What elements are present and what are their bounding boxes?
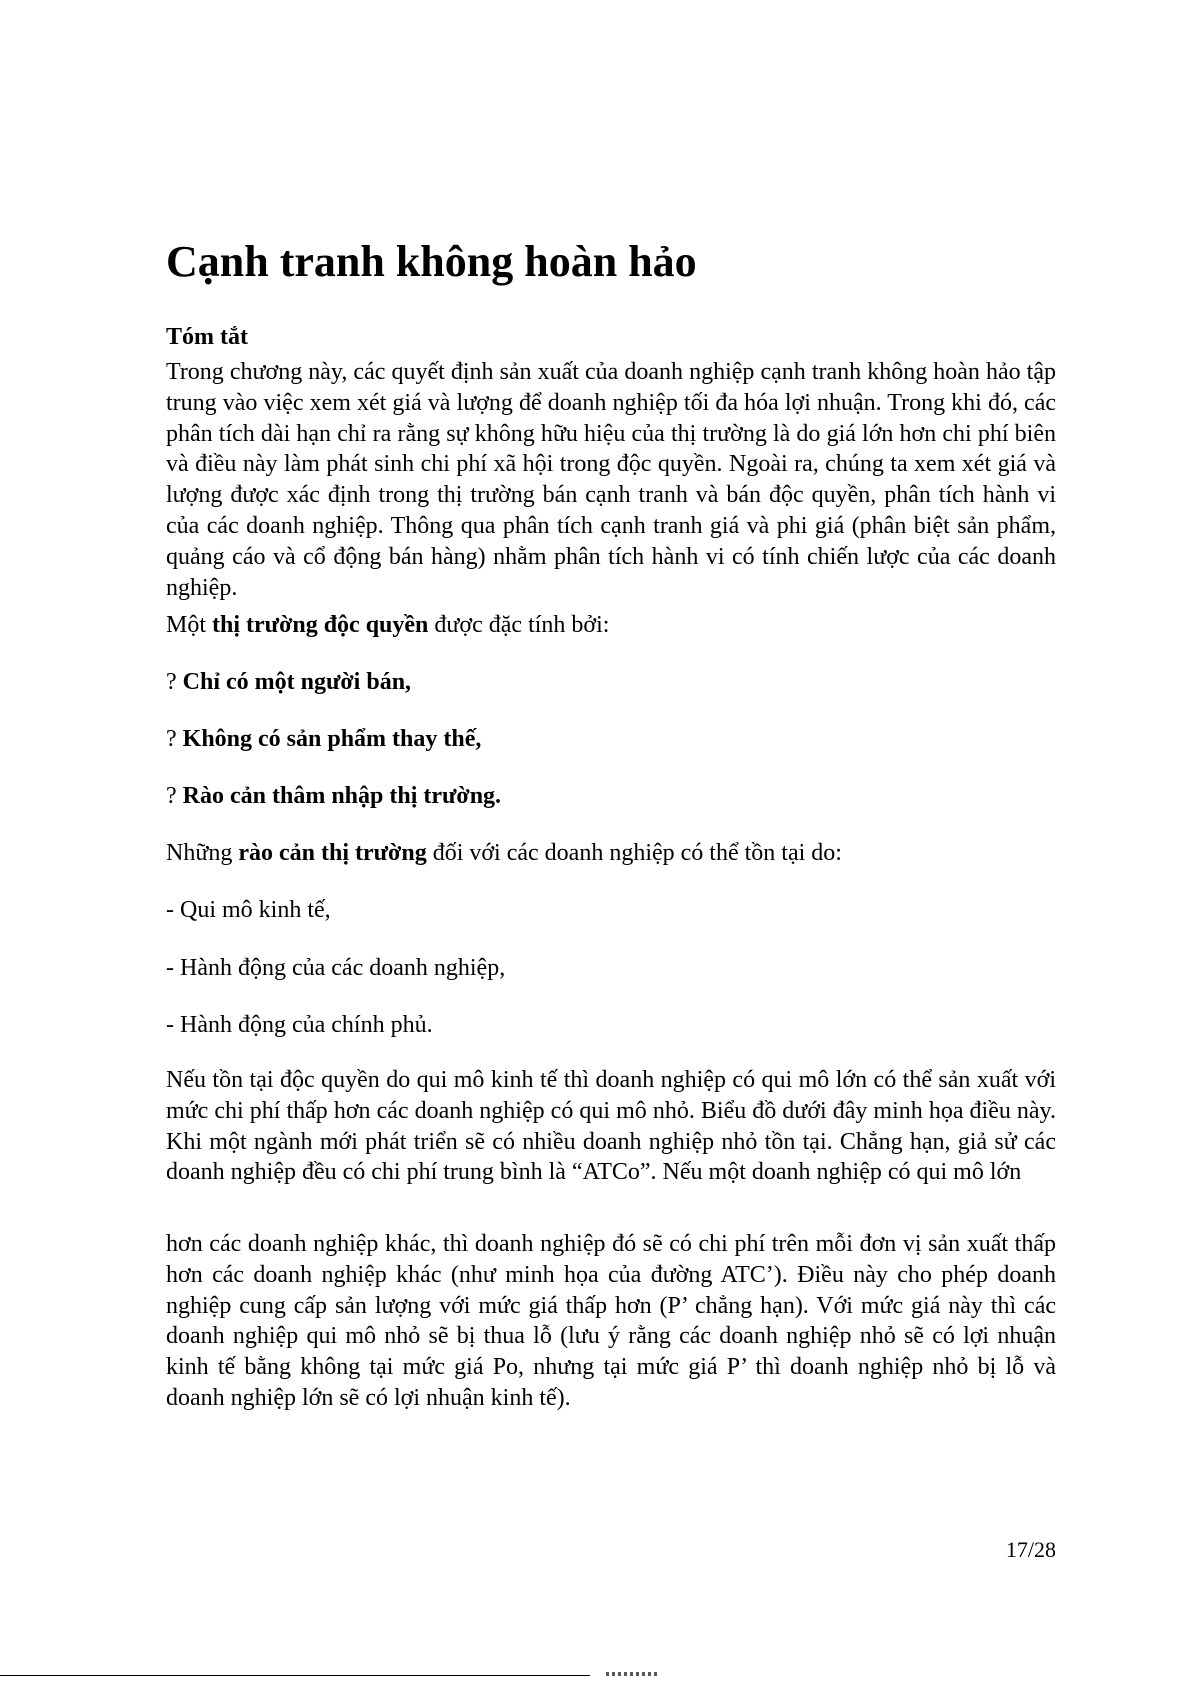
barriers-intro-prefix: Những [166,840,239,866]
list-item [166,781,501,811]
barriers-term: rào cản thị trường [238,840,427,866]
bullet-marker: ? [166,783,183,809]
barrier-item: - Qui mô kinh tế, [166,897,331,923]
page-number: 17/28 [1005,1537,1056,1562]
footer-scan-mark [606,1672,658,1676]
summary-heading: Tóm tắt [166,324,248,350]
monopoly-term: thị trường độc quyền [212,612,429,638]
footer-divider [0,1675,590,1676]
scale-paragraph: Nếu tồn tại độc quyền do qui mô kinh tế thì doanh nghiệp có qui mô lớn có thể sản xuất với mức chi phí thấp hơn các doanh nghiệp có qui mô nhỏ. Biểu đồ dưới đây minh họa điều này. Khi một ngành mới phát triển sẽ có nhiều doanh nghiệp nhỏ tồn tại. Chẳng hạn, giả sử các doanh nghiệp đều có chi phí trung bình là “ATCo”. Nếu một doanh nghiệp có qui mô lớn [166,1067,1056,1186]
bullet-marker: ? [166,726,183,752]
barriers-intro-suffix: đối với các doanh nghiệp có thể tồn tại do: [426,840,842,866]
barrier-item: - Hành động của các doanh nghiệp, [166,955,506,981]
barrier-item: - Hành động của chính phủ. [166,1012,433,1038]
cost-paragraph: hơn các doanh nghiệp khác, thì doanh nghiệp đó sẽ có chi phí trên mỗi đơn vị sản xuất thấp hơn các doanh nghiệp khác (như minh họa của đường ATC’). Điều này cho phép doanh nghiệp cung cấp sản lượng với mức giá thấp hơn (P’ chẳng hạn). Với mức giá này thì các doanh nghiệp qui mô nhỏ sẽ bị thua lỗ (lưu ý rằng các doanh nghiệp nhỏ sẽ có lợi nhuận kinh tế bằng không tại mức giá Po, nhưng tại mức giá P’ thì doanh nghiệp nhỏ bị lỗ và doanh nghiệp lớn sẽ có lợi nhuận kinh tế). [166,1231,1056,1411]
intro-paragraph: Trong chương này, các quyết định sản xuất của doanh nghiệp cạnh tranh không hoàn hảo tập trung vào việc xem xét giá và lượng để doanh nghiệp tối đa hóa lợi nhuận. Trong khi đó, các phân tích dài hạn chỉ ra rằng sự không hữu hiệu của thị trường là do giá lớn hơn chi phí biên và điều này làm phát sinh chi phí xã hội trong độc quyền. Ngoài ra, chúng ta xem xét giá và lượng được xác định trong thị trường bán cạnh tranh và bán độc quyền, phân tích hành vi của các doanh nghiệp. Thông qua phân tích cạnh tranh giá và phi giá (phân biệt sản phẩm, quảng cáo và cổ động bán hàng) nhằm phân tích hành vi có tính chiến lược của các doanh nghiệp. [166,359,1056,601]
list-item [166,667,411,697]
list-item [166,724,481,754]
monopoly-intro-prefix: Một [166,612,213,638]
bullet-marker: ? [166,669,183,695]
barriers-intro [166,838,842,868]
monopoly-intro [166,610,609,640]
list-item-text: Không có sản phẩm thay thế, [182,726,482,752]
monopoly-intro-suffix: được đặc tính bởi: [428,612,610,638]
page-title: Cạnh tranh không hoàn hảo [166,237,697,286]
list-item-text: Rào cản thâm nhập thị trường. [182,783,502,809]
list-item-text: Chỉ có một người bán, [182,669,412,695]
